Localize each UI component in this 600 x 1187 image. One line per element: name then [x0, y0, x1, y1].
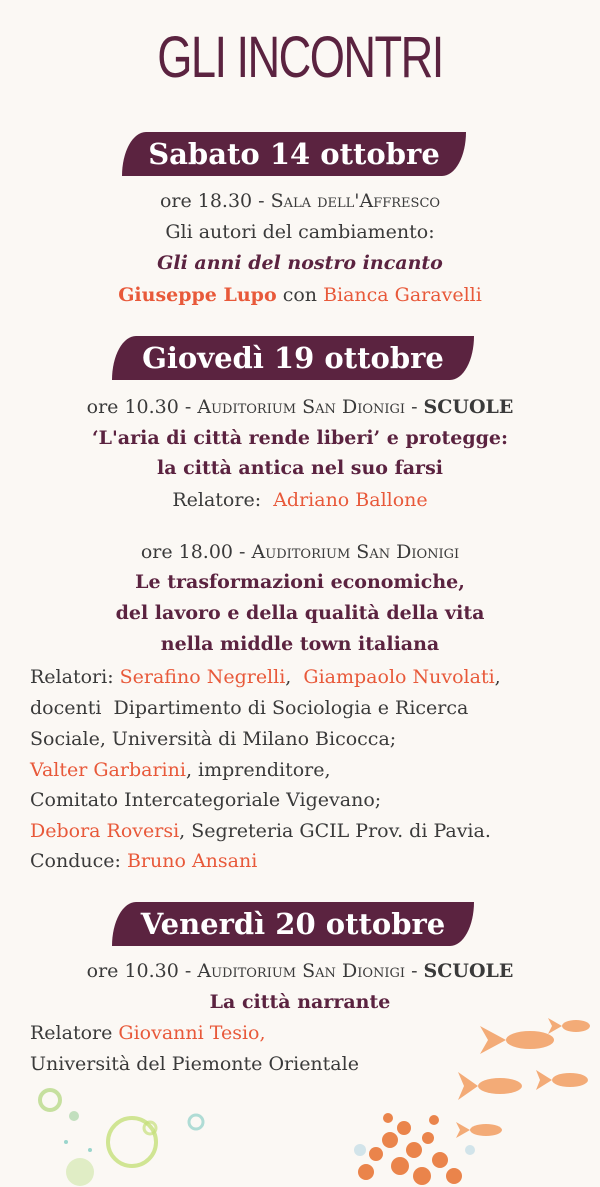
- event4-affil: Università del Piemonte Orientale: [30, 1053, 359, 1075]
- event3-affil3: imprenditore,: [198, 759, 331, 781]
- event3-speakers-label: Relatori:: [30, 666, 114, 688]
- event3-affil1b: Sociale, Università di Milano Bicocca;: [30, 728, 397, 750]
- event3-speakers: Relatori: Serafino Negrelli, Giampaolo Nuvolati,: [30, 666, 501, 688]
- event4-time-venue: ore 10.30 - Auditorium San Dionigi - SCUOLE: [86, 960, 514, 982]
- event3-affil1a: docenti Dipartimento di Sociologia e Ricerca: [30, 697, 469, 719]
- event3-speaker3-line: Valter Garbarini, imprenditore,: [30, 759, 331, 781]
- event2-venue: Auditorium San Dionigi: [197, 396, 406, 418]
- event3-affil3b: Comitato Intercategoriale Vigevano;: [30, 789, 382, 811]
- event2-title-line2: la città antica nel suo farsi: [157, 457, 443, 479]
- date-banner-giovedi: Giovedì 19 ottobre: [112, 336, 474, 380]
- event3-speaker3: Valter Garbarini: [30, 759, 186, 781]
- event4-speaker: Giovanni Tesio,: [118, 1022, 266, 1044]
- event4-title: La città narrante: [209, 991, 391, 1013]
- event1-guest: Bianca Garavelli: [323, 284, 482, 306]
- event3-time-venue: ore 18.00 - Auditorium San Dionigi: [140, 541, 460, 563]
- event3-speaker1: Serafino Negrelli: [119, 666, 286, 688]
- date-banner-venerdi: Venerdì 20 ottobre: [112, 902, 474, 946]
- event3-host-label: Conduce:: [30, 850, 121, 872]
- event3-venue: Auditorium San Dionigi: [251, 541, 460, 563]
- event1-book-title: Gli anni del nostro incanto: [157, 252, 443, 274]
- event1-time: ore 18.30: [159, 190, 253, 212]
- event3-affil4: Segreteria GCIL Prov. di Pavia.: [191, 820, 491, 842]
- event2-time-venue: ore 10.30 - Auditorium San Dionigi - SCUOLE: [86, 396, 514, 418]
- event4-speaker-label: Relatore: [30, 1022, 113, 1044]
- event2-speaker-label: Relatore:: [172, 489, 262, 511]
- event3-title-line2: del lavoro e della qualità della vita: [115, 602, 485, 624]
- event1-time-venue: ore 18.30 - Sala dell'Affresco: [159, 190, 441, 212]
- event3-speaker2: Giampaolo Nuvolati: [303, 666, 495, 688]
- event4-time: ore 10.30: [86, 960, 179, 982]
- bubbles-illustration: [20, 1080, 220, 1187]
- event4-speaker-line: [30, 1020, 570, 1046]
- event1-with: con: [282, 284, 318, 306]
- event1-authors: [0, 282, 600, 308]
- event3-speaker4-line: Debora Roversi, Segreteria GCIL Prov. di Pavia.: [30, 820, 491, 842]
- page-title: GLI INCONTRI: [157, 25, 443, 90]
- event2-title-line1: ‘L'aria di città rende liberi’ e protegge:: [91, 427, 508, 449]
- event3-speaker4: Debora Roversi: [30, 820, 180, 842]
- event3-title-line1: Le trasformazioni economiche,: [135, 571, 465, 593]
- event2-speaker-name: Adriano Ballone: [273, 489, 428, 511]
- event2-time: ore 10.30: [86, 396, 179, 418]
- event1-venue: Sala dell'Affresco: [270, 190, 441, 212]
- event2-tag: SCUOLE: [423, 396, 514, 418]
- date-banner-sabato: Sabato 14 ottobre: [122, 132, 466, 176]
- event2-speaker: [0, 487, 600, 513]
- event1-subtitle: Gli autori del cambiamento:: [165, 221, 435, 243]
- event3-title-line3: nella middle town italiana: [160, 633, 440, 655]
- event4-tag: SCUOLE: [423, 960, 514, 982]
- event3-time: ore 18.00: [140, 541, 234, 563]
- event1-author: Giuseppe Lupo: [118, 284, 277, 306]
- event4-venue: Auditorium San Dionigi: [197, 960, 406, 982]
- event3-host: Bruno Ansani: [126, 850, 258, 872]
- event3-host-line: [30, 848, 570, 874]
